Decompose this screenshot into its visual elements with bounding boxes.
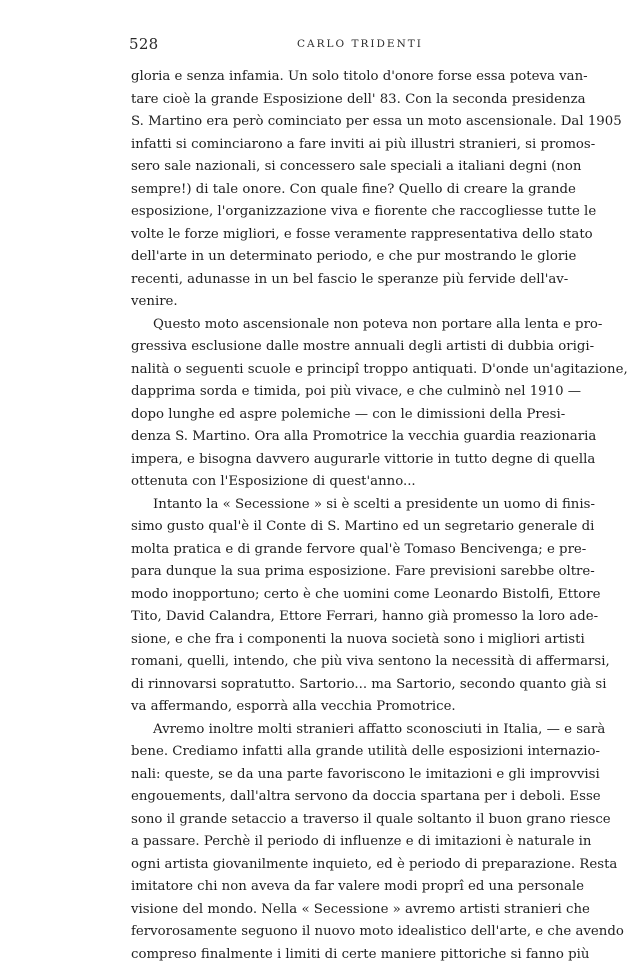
text-line: va affermando, esporrà alla vecchia Promotrice. [131,696,559,719]
text-line: denza S. Martino. Ora alla Promotrice la vecchia guardia reazionaria [131,426,559,449]
text-line: sero sale nazionali, si concessero sale speciali a italiani degni (non [131,156,559,179]
text-line: compreso finalmente i limiti di certe maniere pittoriche si fanno più [131,944,559,966]
text-line: dapprima sorda e timida, poi più vivace, e che culminò nel 1910 — [131,381,559,404]
text-line: dopo lunghe ed aspre polemiche — con le dimissioni della Presi- [131,404,559,427]
running-head [129,35,559,57]
text-line: nali: queste, se da una parte favoriscono le imitazioni e gli improvvisi [131,764,559,787]
text-line: dell'arte in un determinato periodo, e che pur mostrando le glorie [131,246,559,269]
text-line: gloria e senza infamia. Un solo titolo d'onore forse essa poteva van- [131,66,559,89]
text-line: bene. Crediamo infatti alla grande utilità delle esposizioni internazio- [131,741,559,764]
paragraph [131,314,559,494]
body-text [131,66,559,966]
text-line: sempre!) di tale onore. Con quale fine? Quello di creare la grande [131,179,559,202]
text-line: infatti si cominciarono a fare inviti ai più illustri stranieri, si promos- [131,134,559,157]
text-line: romani, quelli, intendo, che più viva sentono la necessità di affermarsi, [131,651,559,674]
text-line: di rinnovarsi sopratutto. Sartorio... ma Sartorio, secondo quanto già si [131,674,559,697]
text-line: Questo moto ascensionale non poteva non portare alla lenta e pro- [131,314,559,337]
text-line: Tito, David Calandra, Ettore Ferrari, hanno già promesso la loro ade- [131,606,559,629]
text-line: simo gusto qual'è il Conte di S. Martino ed un segretario generale di [131,516,559,539]
text-line: ottenuta con l'Esposizione di quest'anno... [131,471,559,494]
text-line: para dunque la sua prima esposizione. Fare previsioni sarebbe oltre- [131,561,559,584]
text-line: gressiva esclusione dalle mostre annuali degli artisti di dubbia origi- [131,336,559,359]
text-line: modo inopportuno; certo è che uomini come Leonardo Bistolfi, Ettore [131,584,559,607]
text-line: venire. [131,291,559,314]
text-line: tare cioè la grande Esposizione dell' 83. Con la seconda presidenza [131,89,559,112]
text-line: Intanto la « Secessione » si è scelti a presidente un uomo di finis- [131,494,559,517]
text-line: fervorosamente seguono il nuovo moto idealistico dell'arte, e che avendo [131,921,559,944]
text-line: ogni artista giovanilmente inquieto, ed è periodo di preparazione. Resta [131,854,559,877]
text-line: imitatore chi non aveva da far valere modi proprî ed una personale [131,876,559,899]
text-line: sione, e che fra i componenti la nuova società sono i migliori artisti [131,629,559,652]
text-line: a passare. Perchè il periodo di influenze e di imitazioni è naturale in [131,831,559,854]
text-line: visione del mondo. Nella « Secessione » avremo artisti stranieri che [131,899,559,922]
text-line: volte le forze migliori, e fosse veramente rappresentativa dello stato [131,224,559,247]
page-number: 528 [129,35,159,53]
text-line: sono il grande setaccio a traverso il quale soltanto il buon grano riesce [131,809,559,832]
text-line: esposizione, l'organizzazione viva e fiorente che raccogliesse tutte le [131,201,559,224]
running-head-author: CARLO TRIDENTI [297,38,423,50]
paragraph [131,719,559,966]
text-line: impera, e bisogna davvero augurarle vittorie in tutto degne di quella [131,449,559,472]
text-line: molta pratica e di grande fervore qual'è Tomaso Bencivenga; e pre- [131,539,559,562]
paragraph [131,494,559,719]
text-line: S. Martino era però cominciato per essa un moto ascensionale. Dal 1905 [131,111,559,134]
text-line: recenti, adunasse in un bel fascio le speranze più fervide dell'av- [131,269,559,292]
text-line: nalità o seguenti scuole e principî troppo antiquati. D'onde un'agitazione, [131,359,559,382]
text-line: Avremo inoltre molti stranieri affatto sconosciuti in Italia, — e sarà [131,719,559,742]
text-line: engouements, dall'altra servono da doccia spartana per i deboli. Esse [131,786,559,809]
paragraph [131,66,559,314]
